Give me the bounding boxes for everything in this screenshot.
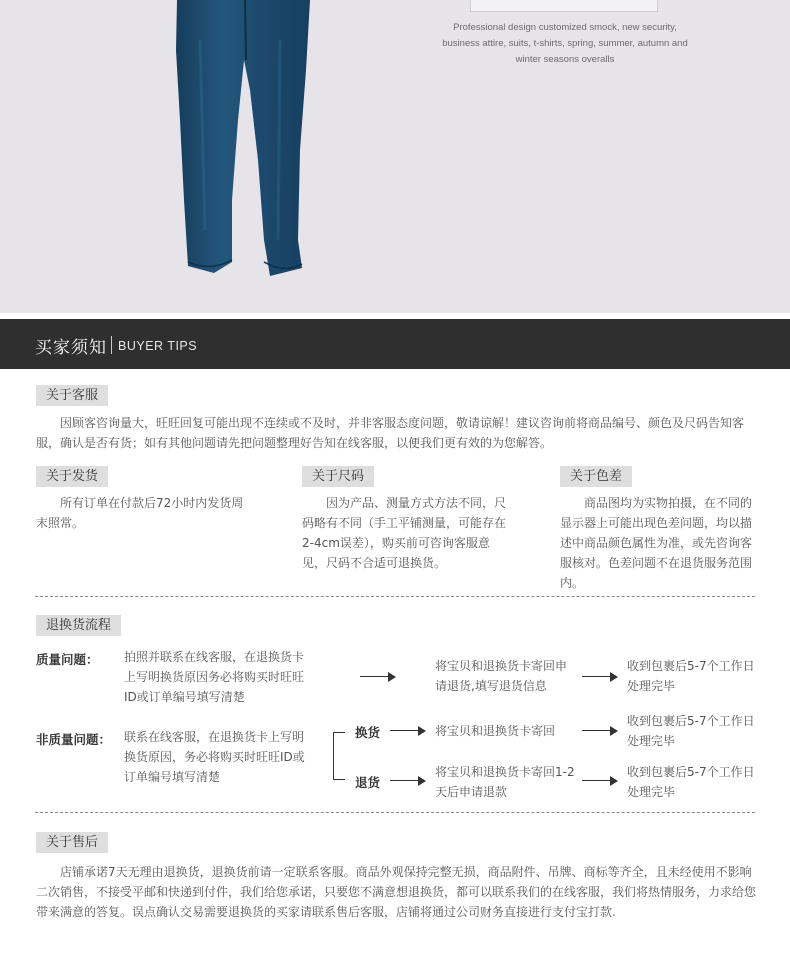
- buyer-tips-banner: [0, 319, 790, 369]
- nonquality-issue-key: 非质量问题：: [36, 732, 112, 747]
- arrow-right-icon: [390, 725, 426, 737]
- hero-frame: [470, 0, 658, 12]
- banner-title-en: BUYER TIPS: [118, 339, 198, 353]
- size-label: 关于尺码: [302, 466, 374, 487]
- arrow-right-icon: [390, 775, 426, 787]
- flow-label: 退换货流程: [36, 615, 121, 636]
- aftersale-label: 关于售后: [36, 832, 108, 853]
- arrow-right-icon: [582, 725, 618, 737]
- exchange-step-3: 收到包裹后5-7个工作日处理完毕: [627, 714, 755, 748]
- arrow-right-icon: [582, 671, 618, 683]
- exchange-key: 换货: [355, 725, 381, 740]
- pants-photo: [0, 0, 330, 313]
- return-step-2: 将宝贝和退换货卡寄回1-2天后申请退款: [435, 765, 575, 799]
- tagline-line-2: business attire, suits, t-shirts, spring, summer, autumn and: [442, 38, 688, 49]
- shipping-text: 所有订单在付款后72小时内发货周末照常。: [36, 496, 244, 530]
- nonquality-issue-text: 联系在线客服，在退换货卡上写明换货原因，务必将购买时旺旺ID或订单编号填写清楚: [124, 730, 305, 784]
- exchange-step-2: 将宝贝和退换货卡寄回: [435, 724, 556, 738]
- service-text: 因顾客咨询量大，旺旺回复可能出现不连续或不及时，并非客服态度问题，敬请谅解！建议咨询前将商品编号、颜色及尺码告知客服，确认是否有货；如有其他问题请先把问题整理好告知在线客服，以便我们更有效的为您解答。: [36, 416, 745, 450]
- return-step-3: 收到包裹后5-7个工作日处理完毕: [627, 765, 755, 799]
- hero-tagline: [425, 20, 705, 68]
- tagline-line-3: winter seasons overalls: [515, 54, 615, 65]
- divider-2: [35, 812, 755, 813]
- quality-step-3: 收到包裹后5-7个工作日处理完毕: [627, 659, 755, 693]
- arrow-right-icon: [582, 775, 618, 787]
- size-text: 因为产品、测量方式方法不同，尺码略有不同（手工平铺测量，可能存在2-4cm误差），购买前可咨询客服意见，尺码不合适可退换货。: [302, 496, 507, 570]
- quality-issue-key: 质量问题：: [36, 652, 99, 667]
- color-label: 关于色差: [560, 466, 632, 487]
- tagline-line-1: Professional design customized smock, new security,: [453, 22, 677, 33]
- service-label: 关于客服: [36, 385, 108, 406]
- banner-title-cn: 买家须知: [35, 338, 107, 358]
- arrow-right-icon: [360, 671, 396, 683]
- return-key: 退货: [355, 775, 381, 790]
- quality-issue-text: 拍照并联系在线客服，在退换货卡上写明换货原因务必将购买时旺旺ID或订单编号填写清楚: [124, 650, 305, 704]
- product-hero-image: [0, 0, 790, 313]
- color-text: 商品图均为实物拍摄，在不同的显示器上可能出现色差问题，均以描述中商品颜色属性为准，或先咨询客服核对。色差问题不在退货服务范围内。: [560, 496, 753, 590]
- quality-step-2: 将宝贝和退换货卡寄回申请退货,填写退货信息: [435, 659, 568, 693]
- flow-bracket: [333, 732, 345, 780]
- divider-1: [35, 596, 755, 597]
- banner-divider: [111, 336, 112, 354]
- aftersale-text: 店铺承诺7天无理由退换货，退换货前请一定联系客服。商品外观保持完整无损，商品附件、吊牌、商标等齐全，且未经使用不影响二次销售，不接受平邮和快递到付件，我们给您承诺，只要您不满意想退换货，都可以联系我们的在线客服，我们将热情服务，力求给您带来满意的答复。误点确认交易需要退换货的买家请联系售后客服，店铺将通过公司财务直接进行支付宝打款.: [36, 865, 757, 919]
- shipping-label: 关于发货: [36, 466, 108, 487]
